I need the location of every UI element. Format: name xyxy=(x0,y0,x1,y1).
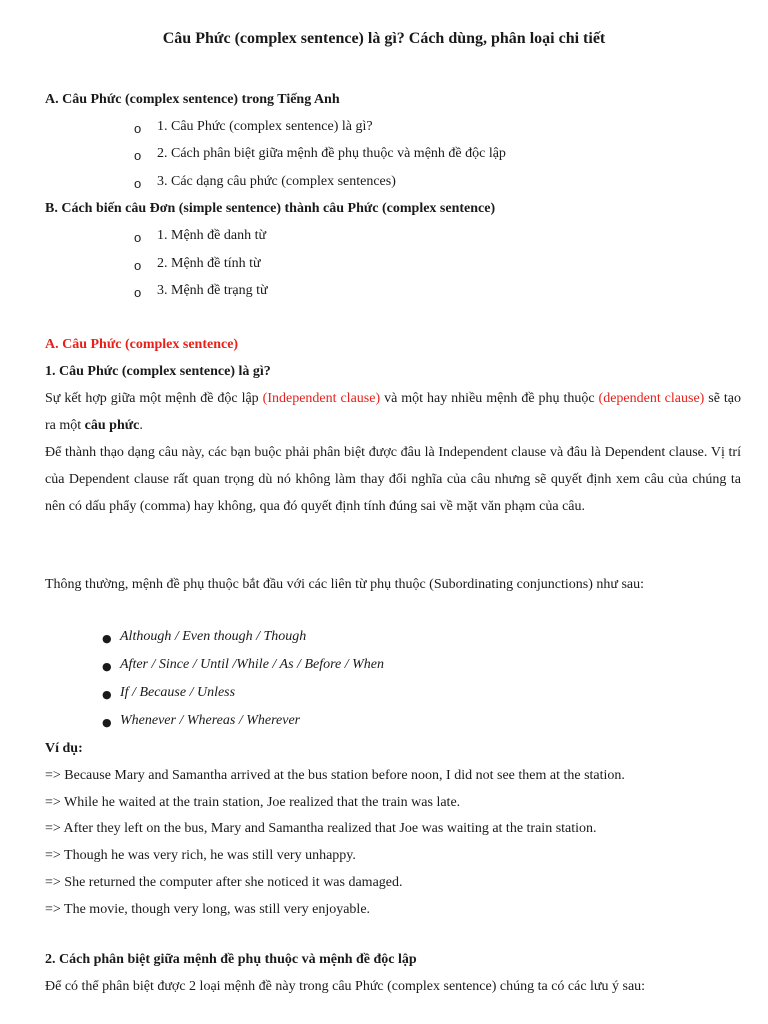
toc-marker-icon: o xyxy=(134,258,142,273)
toc-item-a3[interactable]: 3. Các dạng câu phức (complex sentences) xyxy=(157,174,396,189)
toc-item-a2[interactable]: 2. Cách phân biệt giữa mệnh đề phụ thuộc và mệnh đề độc lập xyxy=(157,146,506,161)
toc-marker-icon: o xyxy=(134,230,142,245)
bullet-icon: ● xyxy=(102,716,112,729)
para1-end: . xyxy=(139,418,143,433)
paragraph-explanation: Để thành thạo dạng câu này, các bạn buộc phải phân biệt được đâu là Independent clause và đâu là Dependent clause. Vị trí của Dependent clause rất quan trọng dù nó không làm thay đổi nghĩa của câu nhưng sẽ quyết định xem câu của chúng ta nên có dấu phẩy (comma) hay không, qua đó quyết định tính đúng sai về mặt văn phạm của câu. xyxy=(45,445,741,514)
toc-item-b2[interactable]: 2. Mệnh đề tính từ xyxy=(157,256,261,271)
sub2-heading: 2. Cách phân biệt giữa mệnh đề phụ thuộc và mệnh đề độc lập xyxy=(45,952,417,967)
sub1-heading: 1. Câu Phức (complex sentence) là gì? xyxy=(45,364,271,379)
toc-marker-icon: o xyxy=(134,148,142,163)
examples-label: Ví dụ: xyxy=(45,741,83,756)
dependent-clause-term: (dependent clause) xyxy=(598,391,705,406)
toc-item-a1[interactable]: 1. Câu Phức (complex sentence) là gì? xyxy=(157,119,373,134)
conjunction-item: After / Since / Until /While / As / Before / When xyxy=(120,657,385,672)
toc-section-b[interactable]: B. Cách biến câu Đơn (simple sentence) thành câu Phức (complex sentence) xyxy=(45,201,496,216)
example-line: => Because Mary and Samantha arrived at the bus station before noon, I did not see them at the station. xyxy=(45,768,625,783)
paragraph-definition xyxy=(45,385,741,439)
example-line: => Though he was very rich, he was still very unhappy. xyxy=(45,848,356,863)
toc-marker-icon: o xyxy=(134,285,142,300)
para1-text: sẽ tạo ra một xyxy=(45,391,742,433)
conjunction-item: If / Because / Unless xyxy=(120,685,236,700)
example-line: => The movie, though very long, was still very enjoyable. xyxy=(45,902,371,917)
para1-text: Sự kết hợp giữa một mệnh đề độc lập xyxy=(45,391,259,406)
bullet-icon: ● xyxy=(102,688,112,701)
conjunction-item: Although / Even though / Though xyxy=(120,629,307,644)
toc-item-b1[interactable]: 1. Mệnh đề danh từ xyxy=(157,228,267,243)
example-line: => After they left on the bus, Mary and Samantha realized that Joe was waiting at the train station. xyxy=(45,821,597,836)
toc-item-b3[interactable]: 3. Mệnh đề trạng từ xyxy=(157,283,268,298)
example-line: => While he waited at the train station, Joe realized that the train was late. xyxy=(45,795,461,810)
section-a-heading: A. Câu Phức (complex sentence) xyxy=(45,337,239,352)
para1-text: và một hay nhiều mệnh đề phụ thuộc xyxy=(384,391,595,406)
example-line: => She returned the computer after she noticed it was damaged. xyxy=(45,875,403,890)
page-title: Câu Phức (complex sentence) là gì? Cách dùng, phân loại chi tiết xyxy=(162,30,606,47)
conjunction-item: Whenever / Whereas / Wherever xyxy=(120,713,301,728)
complex-sentence-term: câu phức xyxy=(84,418,140,433)
bullet-icon: ● xyxy=(102,660,112,673)
bullet-icon: ● xyxy=(102,632,112,645)
paragraph-notes-intro: Để có thể phân biệt được 2 loại mệnh đề này trong câu Phức (complex sentence) chúng ta có các lưu ý sau: xyxy=(45,979,646,994)
toc-marker-icon: o xyxy=(134,176,142,191)
toc-marker-icon: o xyxy=(134,121,142,136)
toc-section-a[interactable]: A. Câu Phức (complex sentence) trong Tiếng Anh xyxy=(45,92,340,107)
paragraph-conjunction-intro: Thông thường, mệnh đề phụ thuộc bắt đầu với các liên từ phụ thuộc (Subordinating conjunctions) như sau: xyxy=(45,577,645,592)
independent-clause-term: (Independent clause) xyxy=(262,391,381,406)
